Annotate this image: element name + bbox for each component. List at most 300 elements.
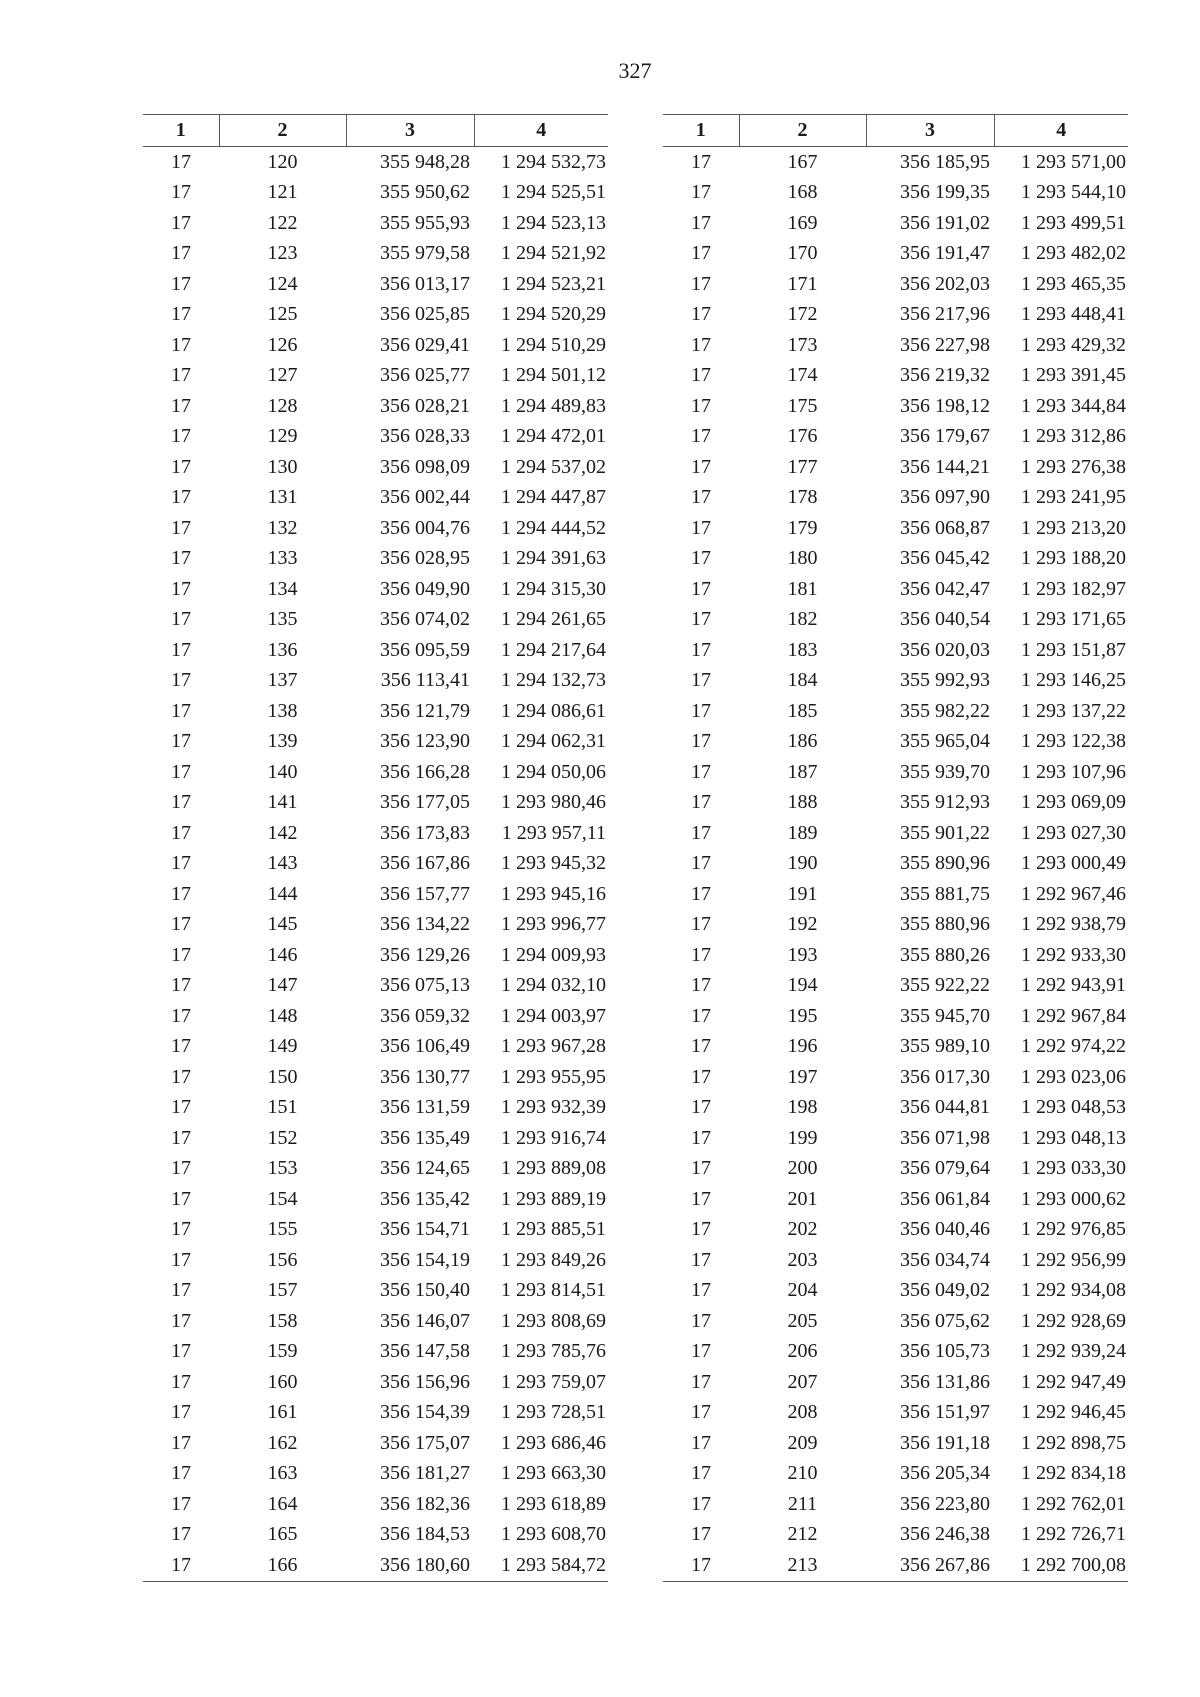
- table-row: [663, 300, 1128, 331]
- cell-zone: 17: [171, 181, 191, 204]
- cell-point-number: 158: [267, 1309, 298, 1332]
- cell-y-coordinate: 1 293 171,65: [1021, 608, 1126, 631]
- table-row: [143, 1459, 608, 1490]
- cell-point-number: 165: [267, 1523, 298, 1546]
- cell-point-number: 202: [787, 1218, 818, 1241]
- cell-point-number: 170: [787, 242, 818, 265]
- cell-x-coordinate: 356 042,47: [900, 577, 990, 600]
- cell-y-coordinate: 1 293 000,62: [1021, 1187, 1126, 1210]
- cell-y-coordinate: 1 294 261,65: [501, 608, 606, 631]
- table-row: [143, 1032, 608, 1063]
- cell-x-coordinate: 356 184,53: [380, 1523, 470, 1546]
- cell-point-number: 210: [787, 1462, 818, 1485]
- cell-point-number: 135: [267, 608, 298, 631]
- cell-x-coordinate: 356 154,71: [380, 1218, 470, 1241]
- table-row: [663, 239, 1128, 270]
- cell-x-coordinate: 356 227,98: [900, 333, 990, 356]
- cell-point-number: 137: [267, 669, 298, 692]
- cell-zone: 17: [691, 943, 711, 966]
- cell-point-number: 172: [787, 303, 818, 326]
- cell-y-coordinate: 1 292 976,85: [1021, 1218, 1126, 1241]
- cell-zone: 17: [691, 669, 711, 692]
- cell-y-coordinate: 1 293 808,69: [501, 1309, 606, 1332]
- cell-point-number: 192: [787, 913, 818, 936]
- cell-point-number: 211: [787, 1492, 818, 1515]
- table-row: [663, 361, 1128, 392]
- cell-point-number: 124: [267, 272, 298, 295]
- cell-point-number: 151: [267, 1096, 298, 1119]
- cell-point-number: 129: [267, 425, 298, 448]
- cell-y-coordinate: 1 292 933,30: [1021, 943, 1126, 966]
- cell-y-coordinate: 1 293 146,25: [1021, 669, 1126, 692]
- table-row: [663, 1520, 1128, 1551]
- cell-zone: 17: [143, 1550, 219, 1581]
- cell-y-coordinate: 1 293 686,46: [501, 1431, 606, 1454]
- cell-point-number: 138: [267, 699, 298, 722]
- cell-zone: 17: [691, 1279, 711, 1302]
- cell-x-coordinate: 356 131,59: [380, 1096, 470, 1119]
- cell-point-number: 174: [787, 364, 818, 387]
- cell-zone: 17: [171, 1462, 191, 1485]
- cell-y-coordinate: 1 294 520,29: [501, 303, 606, 326]
- cell-y-coordinate: 1 293 785,76: [501, 1340, 606, 1363]
- table-row: [143, 849, 608, 880]
- cell-x-coordinate: 356 106,49: [380, 1035, 470, 1058]
- cell-zone: 17: [171, 669, 191, 692]
- table-row: [663, 696, 1128, 727]
- cell-zone: 17: [691, 364, 711, 387]
- cell-point-number: 167: [787, 150, 818, 173]
- cell-x-coordinate: 356 075,62: [900, 1309, 990, 1332]
- cell-x-coordinate: 356 028,21: [380, 394, 470, 417]
- cell-zone: 17: [691, 425, 711, 448]
- cell-x-coordinate: 356 246,38: [900, 1523, 990, 1546]
- table-row: [143, 208, 608, 239]
- table-row: [663, 727, 1128, 758]
- cell-zone: 17: [691, 1157, 711, 1180]
- cell-zone: 17: [691, 882, 711, 905]
- cell-point-number: 133: [267, 547, 298, 570]
- cell-y-coordinate: 1 293 849,26: [501, 1248, 606, 1271]
- cell-x-coordinate: 355 992,93: [900, 669, 990, 692]
- cell-x-coordinate: 356 154,19: [380, 1248, 470, 1271]
- cell-zone: 17: [691, 638, 711, 661]
- cell-point-number: 189: [787, 821, 818, 844]
- cell-x-coordinate: 356 061,84: [900, 1187, 990, 1210]
- cell-y-coordinate: 1 294 447,87: [501, 486, 606, 509]
- cell-zone: 17: [691, 272, 711, 295]
- cell-point-number: 182: [787, 608, 818, 631]
- table-row: [663, 269, 1128, 300]
- cell-zone: 17: [171, 516, 191, 539]
- cell-zone: 17: [171, 272, 191, 295]
- cell-zone: 17: [691, 1309, 711, 1332]
- cell-y-coordinate: 1 292 898,75: [1021, 1431, 1126, 1454]
- cell-zone: 17: [691, 1096, 711, 1119]
- cell-point-number: 126: [267, 333, 298, 356]
- cell-y-coordinate: 1 293 885,51: [501, 1218, 606, 1241]
- cell-zone: 17: [691, 1340, 711, 1363]
- table-row: [663, 879, 1128, 910]
- cell-x-coordinate: 356 002,44: [380, 486, 470, 509]
- cell-zone: 17: [691, 1065, 711, 1088]
- cell-zone: 17: [171, 608, 191, 631]
- cell-zone: 17: [691, 516, 711, 539]
- cell-zone: 17: [171, 425, 191, 448]
- cell-x-coordinate: 356 191,18: [900, 1431, 990, 1454]
- table-row: [663, 422, 1128, 453]
- table-row: [663, 391, 1128, 422]
- cell-zone: 17: [171, 547, 191, 570]
- cell-zone: 17: [691, 730, 711, 753]
- cell-x-coordinate: 355 901,22: [900, 821, 990, 844]
- cell-x-coordinate: 356 049,90: [380, 577, 470, 600]
- cell-y-coordinate: 1 293 996,77: [501, 913, 606, 936]
- cell-point-number: 125: [267, 303, 298, 326]
- table-row: [143, 239, 608, 270]
- cell-zone: 17: [171, 364, 191, 387]
- cell-zone: 17: [171, 730, 191, 753]
- cell-point-number: 175: [787, 394, 818, 417]
- table-row: [663, 1306, 1128, 1337]
- cell-y-coordinate: 1 293 499,51: [1021, 211, 1126, 234]
- cell-point-number: 147: [267, 974, 298, 997]
- cell-x-coordinate: 356 121,79: [380, 699, 470, 722]
- table-row: [663, 1215, 1128, 1246]
- cell-y-coordinate: 1 293 814,51: [501, 1279, 606, 1302]
- table-row: [663, 1001, 1128, 1032]
- table-row: [663, 788, 1128, 819]
- cell-x-coordinate: 356 074,02: [380, 608, 470, 631]
- cell-y-coordinate: 1 293 608,70: [501, 1523, 606, 1546]
- table-row: [663, 574, 1128, 605]
- cell-x-coordinate: 356 068,87: [900, 516, 990, 539]
- cell-y-coordinate: 1 293 889,08: [501, 1157, 606, 1180]
- cell-point-number: 121: [267, 181, 298, 204]
- cell-x-coordinate: 356 267,86: [866, 1550, 994, 1581]
- cell-zone: 17: [171, 242, 191, 265]
- cell-zone: 17: [171, 1035, 191, 1058]
- cell-y-coordinate: 1 293 980,46: [501, 791, 606, 814]
- cell-y-coordinate: 1 293 033,30: [1021, 1157, 1126, 1180]
- cell-point-number: 132: [267, 516, 298, 539]
- table-row: [143, 391, 608, 422]
- table-row: [663, 452, 1128, 483]
- cell-point-number: 145: [267, 913, 298, 936]
- cell-x-coordinate: 356 202,03: [900, 272, 990, 295]
- column-header-3: 3: [866, 115, 994, 147]
- cell-point-number: 195: [787, 1004, 818, 1027]
- cell-y-coordinate: 1 293 048,13: [1021, 1126, 1126, 1149]
- cell-x-coordinate: 356 223,80: [900, 1492, 990, 1515]
- table-row: [663, 1184, 1128, 1215]
- table-row: [143, 1276, 608, 1307]
- column-header-2: 2: [219, 115, 346, 147]
- cell-x-coordinate: 356 167,86: [380, 852, 470, 875]
- cell-point-number: 136: [267, 638, 298, 661]
- cell-y-coordinate: 1 294 003,97: [501, 1004, 606, 1027]
- table-row: [143, 544, 608, 575]
- cell-y-coordinate: 1 293 276,38: [1021, 455, 1126, 478]
- table-row: [143, 483, 608, 514]
- cell-y-coordinate: 1 293 945,16: [501, 882, 606, 905]
- cell-point-number: 201: [787, 1187, 818, 1210]
- cell-x-coordinate: 356 071,98: [900, 1126, 990, 1149]
- table-row: [663, 208, 1128, 239]
- page-number: 327: [618, 58, 652, 83]
- cell-point-number: 205: [787, 1309, 818, 1332]
- table-row: [143, 1520, 608, 1551]
- cell-zone: 17: [691, 150, 711, 173]
- cell-zone: 17: [171, 1004, 191, 1027]
- column-header-4: 4: [474, 115, 608, 147]
- table-row: [663, 1550, 1128, 1581]
- cell-x-coordinate: 356 144,21: [900, 455, 990, 478]
- cell-point-number: 185: [787, 699, 818, 722]
- table-row: [143, 1062, 608, 1093]
- cell-point-number: 164: [267, 1492, 298, 1515]
- cell-zone: 17: [171, 1431, 191, 1454]
- cell-zone: 17: [691, 1370, 711, 1393]
- cell-point-number: 142: [267, 821, 298, 844]
- cell-x-coordinate: 355 880,96: [900, 913, 990, 936]
- cell-y-coordinate: 1 293 048,53: [1021, 1096, 1126, 1119]
- cell-point-number: 139: [267, 730, 298, 753]
- table-row: [143, 1184, 608, 1215]
- cell-x-coordinate: 355 979,58: [380, 242, 470, 265]
- table-body: [143, 147, 608, 1582]
- cell-point-number: 120: [267, 150, 298, 173]
- cell-point-number: 178: [787, 486, 818, 509]
- table-row: [143, 971, 608, 1002]
- cell-zone: 17: [691, 303, 711, 326]
- table-row: [143, 178, 608, 209]
- cell-x-coordinate: 356 166,28: [380, 760, 470, 783]
- table-row: [663, 1398, 1128, 1429]
- cell-y-coordinate: 1 293 151,87: [1021, 638, 1126, 661]
- cell-zone: 17: [171, 699, 191, 722]
- cell-x-coordinate: 355 945,70: [900, 1004, 990, 1027]
- cell-y-coordinate: 1 293 023,06: [1021, 1065, 1126, 1088]
- cell-x-coordinate: 356 175,07: [380, 1431, 470, 1454]
- cell-point-number: 191: [787, 882, 818, 905]
- cell-y-coordinate: 1 293 955,95: [501, 1065, 606, 1088]
- cell-y-coordinate: 1 293 967,28: [501, 1035, 606, 1058]
- cell-point-number: 150: [267, 1065, 298, 1088]
- cell-y-coordinate: 1 292 700,08: [994, 1550, 1128, 1581]
- table-row: [663, 330, 1128, 361]
- cell-y-coordinate: 1 292 946,45: [1021, 1401, 1126, 1424]
- cell-y-coordinate: 1 293 544,10: [1021, 181, 1126, 204]
- cell-x-coordinate: 355 912,93: [900, 791, 990, 814]
- cell-point-number: 143: [267, 852, 298, 875]
- table-row: [143, 1154, 608, 1185]
- cell-x-coordinate: 356 157,77: [380, 882, 470, 905]
- cell-zone: 17: [691, 1218, 711, 1241]
- table-row: [663, 1032, 1128, 1063]
- table-row: [143, 879, 608, 910]
- cell-point-number: 154: [267, 1187, 298, 1210]
- cell-y-coordinate: 1 294 472,01: [501, 425, 606, 448]
- table-row: [663, 1337, 1128, 1368]
- cell-y-coordinate: 1 294 521,92: [501, 242, 606, 265]
- cell-point-number: 194: [787, 974, 818, 997]
- cell-x-coordinate: 356 219,32: [900, 364, 990, 387]
- cell-x-coordinate: 356 040,46: [900, 1218, 990, 1241]
- cell-zone: 17: [171, 1492, 191, 1515]
- cell-y-coordinate: 1 292 938,79: [1021, 913, 1126, 936]
- cell-x-coordinate: 356 179,67: [900, 425, 990, 448]
- cell-y-coordinate: 1 292 947,49: [1021, 1370, 1126, 1393]
- cell-zone: 17: [691, 1004, 711, 1027]
- cell-y-coordinate: 1 293 759,07: [501, 1370, 606, 1393]
- cell-point-number: 193: [787, 943, 818, 966]
- table-row: [143, 1123, 608, 1154]
- cell-point-number: 153: [267, 1157, 298, 1180]
- cell-point-number: 180: [787, 547, 818, 570]
- cell-zone: 17: [691, 1431, 711, 1454]
- cell-point-number: 122: [267, 211, 298, 234]
- table-header: [143, 115, 608, 147]
- table-row: [663, 910, 1128, 941]
- cell-x-coordinate: 356 040,54: [900, 608, 990, 631]
- cell-zone: 17: [691, 577, 711, 600]
- cell-zone: 17: [171, 333, 191, 356]
- cell-zone: 17: [171, 638, 191, 661]
- cell-y-coordinate: 1 292 943,91: [1021, 974, 1126, 997]
- cell-x-coordinate: 356 017,30: [900, 1065, 990, 1088]
- cell-y-coordinate: 1 293 391,45: [1021, 364, 1126, 387]
- cell-zone: 17: [171, 1065, 191, 1088]
- cell-zone: 17: [663, 1550, 739, 1581]
- cell-point-number: 127: [267, 364, 298, 387]
- column-header-4: 4: [994, 115, 1128, 147]
- cell-x-coordinate: 356 095,59: [380, 638, 470, 661]
- cell-x-coordinate: 355 989,10: [900, 1035, 990, 1058]
- cell-y-coordinate: 1 294 489,83: [501, 394, 606, 417]
- table-row: [143, 1428, 608, 1459]
- cell-point-number: 184: [787, 669, 818, 692]
- cell-x-coordinate: 356 199,35: [900, 181, 990, 204]
- table-row: [143, 1215, 608, 1246]
- cell-y-coordinate: 1 292 967,46: [1021, 882, 1126, 905]
- table-row: [143, 757, 608, 788]
- cell-x-coordinate: 356 135,49: [380, 1126, 470, 1149]
- cell-zone: 17: [691, 486, 711, 509]
- table-row: [663, 849, 1128, 880]
- cell-zone: 17: [171, 1126, 191, 1149]
- cell-x-coordinate: 356 205,34: [900, 1462, 990, 1485]
- cell-point-number: 157: [267, 1279, 298, 1302]
- cell-y-coordinate: 1 293 889,19: [501, 1187, 606, 1210]
- cell-zone: 17: [171, 577, 191, 600]
- cell-point-number: 181: [787, 577, 818, 600]
- cell-point-number: 212: [787, 1523, 818, 1546]
- table-row: [143, 635, 608, 666]
- cell-x-coordinate: 356 075,13: [380, 974, 470, 997]
- cell-y-coordinate: 1 293 182,97: [1021, 577, 1126, 600]
- cell-y-coordinate: 1 293 932,39: [501, 1096, 606, 1119]
- cell-point-number: 176: [787, 425, 818, 448]
- cell-zone: 17: [691, 608, 711, 631]
- cell-point-number: 207: [787, 1370, 818, 1393]
- table-row: [143, 1489, 608, 1520]
- cell-zone: 17: [691, 211, 711, 234]
- cell-zone: 17: [171, 455, 191, 478]
- cell-y-coordinate: 1 292 967,84: [1021, 1004, 1126, 1027]
- cell-y-coordinate: 1 293 571,00: [1021, 150, 1126, 173]
- cell-x-coordinate: 355 890,96: [900, 852, 990, 875]
- table-row: [143, 1398, 608, 1429]
- cell-point-number: 208: [787, 1401, 818, 1424]
- cell-x-coordinate: 356 182,36: [380, 1492, 470, 1515]
- cell-x-coordinate: 356 151,97: [900, 1401, 990, 1424]
- table-header: [663, 115, 1128, 147]
- cell-y-coordinate: 1 293 663,30: [501, 1462, 606, 1485]
- table-row: [143, 1245, 608, 1276]
- table-row: [663, 666, 1128, 697]
- cell-zone: 17: [691, 791, 711, 814]
- table-row: [143, 452, 608, 483]
- cell-y-coordinate: 1 293 122,38: [1021, 730, 1126, 753]
- cell-point-number: 213: [739, 1550, 866, 1581]
- table-row: [663, 971, 1128, 1002]
- table-row: [663, 940, 1128, 971]
- cell-x-coordinate: 355 922,22: [900, 974, 990, 997]
- cell-point-number: 161: [267, 1401, 298, 1424]
- cell-x-coordinate: 356 191,02: [900, 211, 990, 234]
- cell-x-coordinate: 356 123,90: [380, 730, 470, 753]
- cell-zone: 17: [171, 1523, 191, 1546]
- table-row: [663, 1062, 1128, 1093]
- cell-y-coordinate: 1 293 027,30: [1021, 821, 1126, 844]
- cell-y-coordinate: 1 293 137,22: [1021, 699, 1126, 722]
- cell-x-coordinate: 356 217,96: [900, 303, 990, 326]
- cell-x-coordinate: 356 198,12: [900, 394, 990, 417]
- column-header-1: 1: [663, 115, 739, 147]
- cell-y-coordinate: 1 292 928,69: [1021, 1309, 1126, 1332]
- cell-x-coordinate: 356 049,02: [900, 1279, 990, 1302]
- cell-y-coordinate: 1 293 584,72: [474, 1550, 608, 1581]
- cell-point-number: 140: [267, 760, 298, 783]
- table-row: [663, 635, 1128, 666]
- cell-y-coordinate: 1 293 429,32: [1021, 333, 1126, 356]
- cell-y-coordinate: 1 293 213,20: [1021, 516, 1126, 539]
- cell-y-coordinate: 1 294 537,02: [501, 455, 606, 478]
- cell-zone: 17: [691, 1401, 711, 1424]
- table-row: [663, 1459, 1128, 1490]
- cell-y-coordinate: 1 292 762,01: [1021, 1492, 1126, 1515]
- cell-x-coordinate: 356 105,73: [900, 1340, 990, 1363]
- cell-point-number: 209: [787, 1431, 818, 1454]
- cell-y-coordinate: 1 294 523,13: [501, 211, 606, 234]
- cell-zone: 17: [171, 1401, 191, 1424]
- cell-zone: 17: [691, 974, 711, 997]
- table-row: [143, 940, 608, 971]
- table-row: [663, 147, 1128, 178]
- cell-zone: 17: [691, 1035, 711, 1058]
- cell-x-coordinate: 356 034,74: [900, 1248, 990, 1271]
- cell-x-coordinate: 356 059,32: [380, 1004, 470, 1027]
- cell-zone: 17: [691, 1187, 711, 1210]
- cell-zone: 17: [691, 760, 711, 783]
- cell-point-number: 159: [267, 1340, 298, 1363]
- cell-zone: 17: [171, 852, 191, 875]
- cell-point-number: 123: [267, 242, 298, 265]
- table-row: [143, 818, 608, 849]
- cell-point-number: 198: [787, 1096, 818, 1119]
- cell-x-coordinate: 356 173,83: [380, 821, 470, 844]
